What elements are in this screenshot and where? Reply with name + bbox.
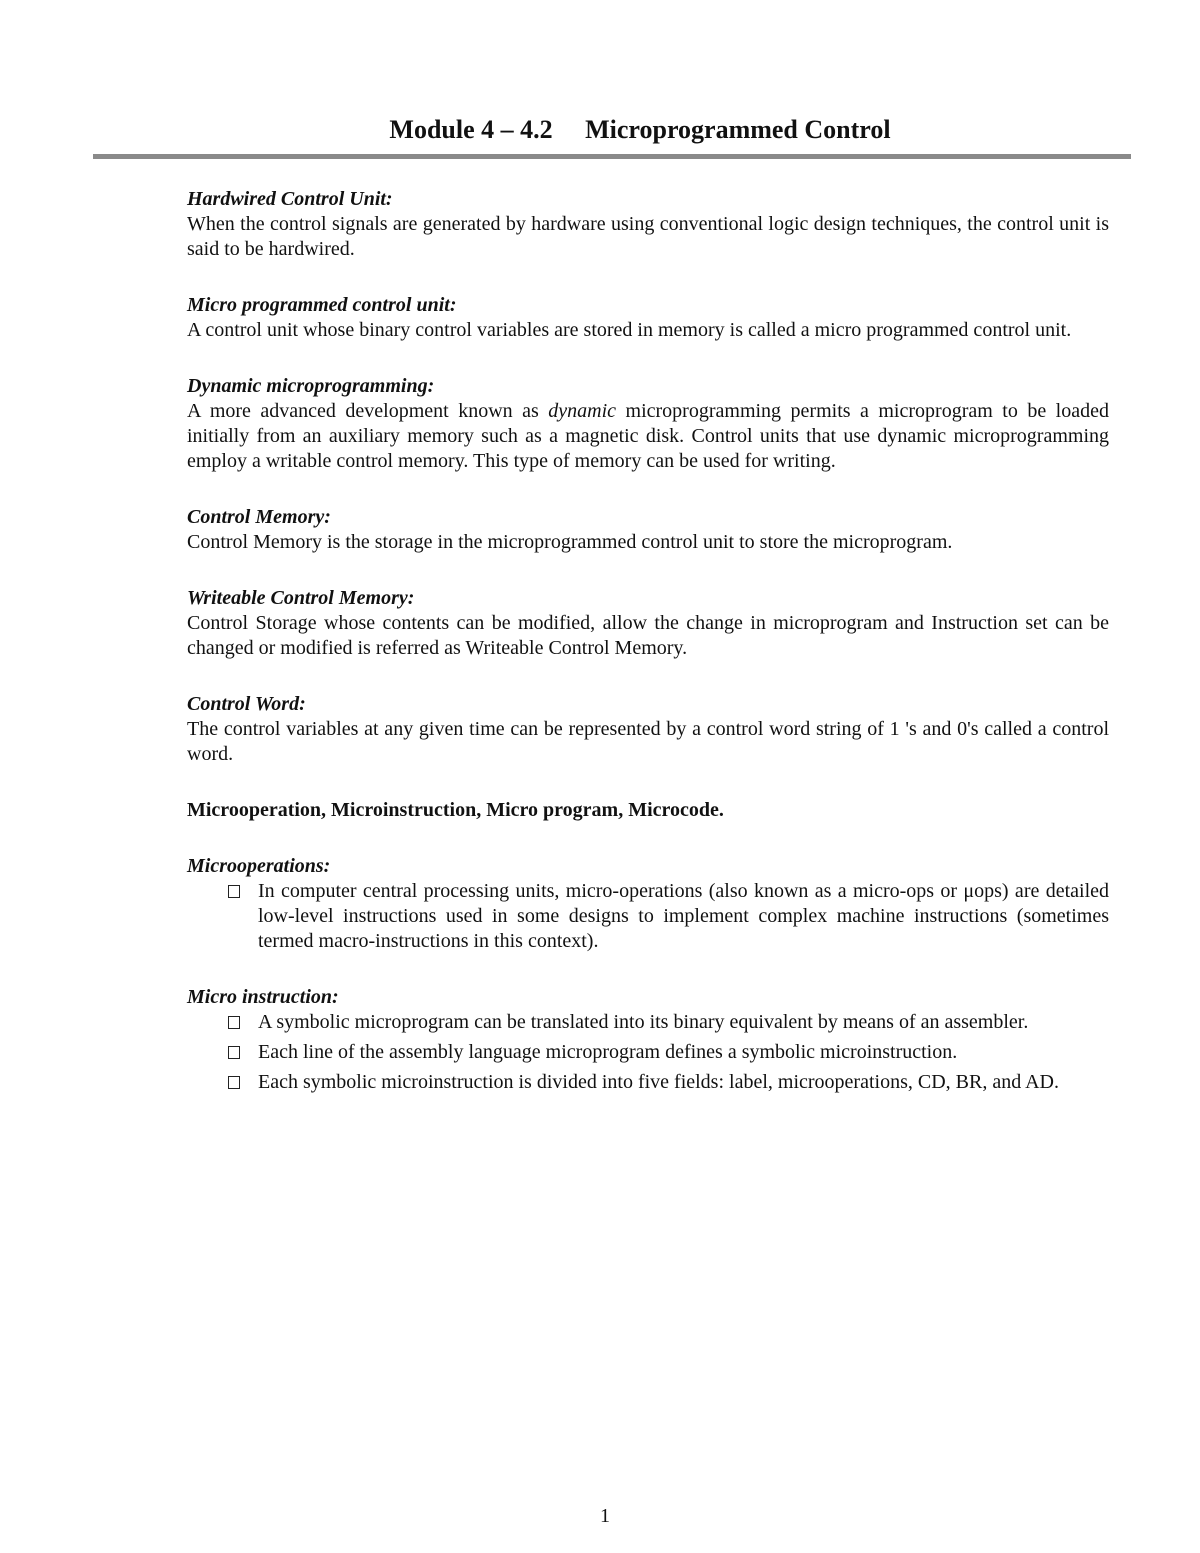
checkbox-bullet-icon xyxy=(228,1076,240,1089)
bullet-list xyxy=(187,1010,1109,1095)
bullet-text: Each line of the assembly language microprogram defines a symbolic microinstruction. xyxy=(258,1041,958,1063)
document-body xyxy=(187,187,1109,1126)
checkbox-bullet-icon xyxy=(228,885,240,898)
bullet-item xyxy=(187,879,1109,954)
text-part: microprogramming permits a microprogram to be loaded initially from an auxiliary memory such as a magnetic disk. Control units that use dynamic microprogramming employ a writable control memory. This type of memory can be used for writing. xyxy=(187,400,1109,472)
section-writeable-control-memory xyxy=(187,586,1109,661)
section-dynamic-microprogramming xyxy=(187,374,1109,474)
bullet-item xyxy=(187,1070,1109,1095)
topics-heading: Microoperation, Microinstruction, Micro program, Microcode. xyxy=(187,799,724,821)
section-control-memory xyxy=(187,505,1109,555)
section-heading: Hardwired Control Unit: xyxy=(187,188,393,210)
checkbox-bullet-icon xyxy=(228,1046,240,1059)
section-heading: Micro instruction: xyxy=(187,986,339,1008)
section-micro-programmed-control-unit xyxy=(187,293,1109,343)
bullet-item xyxy=(187,1040,1109,1065)
section-heading: Control Memory: xyxy=(187,506,331,528)
checkbox-bullet-icon xyxy=(228,1016,240,1029)
bullet-text: In computer central processing units, micro-operations (also known as a micro-ops or μops) are detailed low-level instructions used in some designs to implement complex machine instructions (sometimes termed macro-instructions in this context). xyxy=(258,880,1109,952)
page-title: Module 4 – 4.2 Microprogrammed Control xyxy=(389,115,891,144)
section-micro-instruction xyxy=(187,985,1109,1095)
page-number: 1 xyxy=(600,1505,610,1527)
bullet-text: A symbolic microprogram can be translated into its binary equivalent by means of an assembler. xyxy=(258,1011,1029,1033)
section-control-word xyxy=(187,692,1109,767)
section-text xyxy=(187,399,1109,474)
text-part: A more advanced development known as xyxy=(187,400,549,422)
section-heading: Micro programmed control unit: xyxy=(187,294,457,316)
section-text: Control Storage whose contents can be modified, allow the change in microprogram and Instruction set can be changed or modified is referred as Writeable Control Memory. xyxy=(187,612,1109,659)
title-rule xyxy=(93,154,1131,159)
section-text: The control variables at any given time can be represented by a control word string of 1 's and 0's called a control word. xyxy=(187,718,1109,765)
bullet-list xyxy=(187,879,1109,954)
section-heading: Writeable Control Memory: xyxy=(187,587,415,609)
emphasis-text: dynamic xyxy=(548,400,617,422)
section-text: A control unit whose binary control variables are stored in memory is called a micro programmed control unit. xyxy=(187,319,1072,341)
bullet-item xyxy=(187,1010,1109,1035)
section-hardwired-control-unit xyxy=(187,187,1109,262)
section-heading: Control Word: xyxy=(187,693,306,715)
section-microoperations xyxy=(187,854,1109,954)
section-heading: Microoperations: xyxy=(187,855,331,877)
section-heading: Dynamic microprogramming: xyxy=(187,375,435,397)
bullet-text: Each symbolic microinstruction is divided into five fields: label, microoperations, CD, BR, and AD. xyxy=(258,1071,1059,1093)
section-text: Control Memory is the storage in the microprogrammed control unit to store the microprogram. xyxy=(187,531,953,553)
section-text: When the control signals are generated by hardware using conventional logic design techniques, the control unit is said to be hardwired. xyxy=(187,213,1109,260)
